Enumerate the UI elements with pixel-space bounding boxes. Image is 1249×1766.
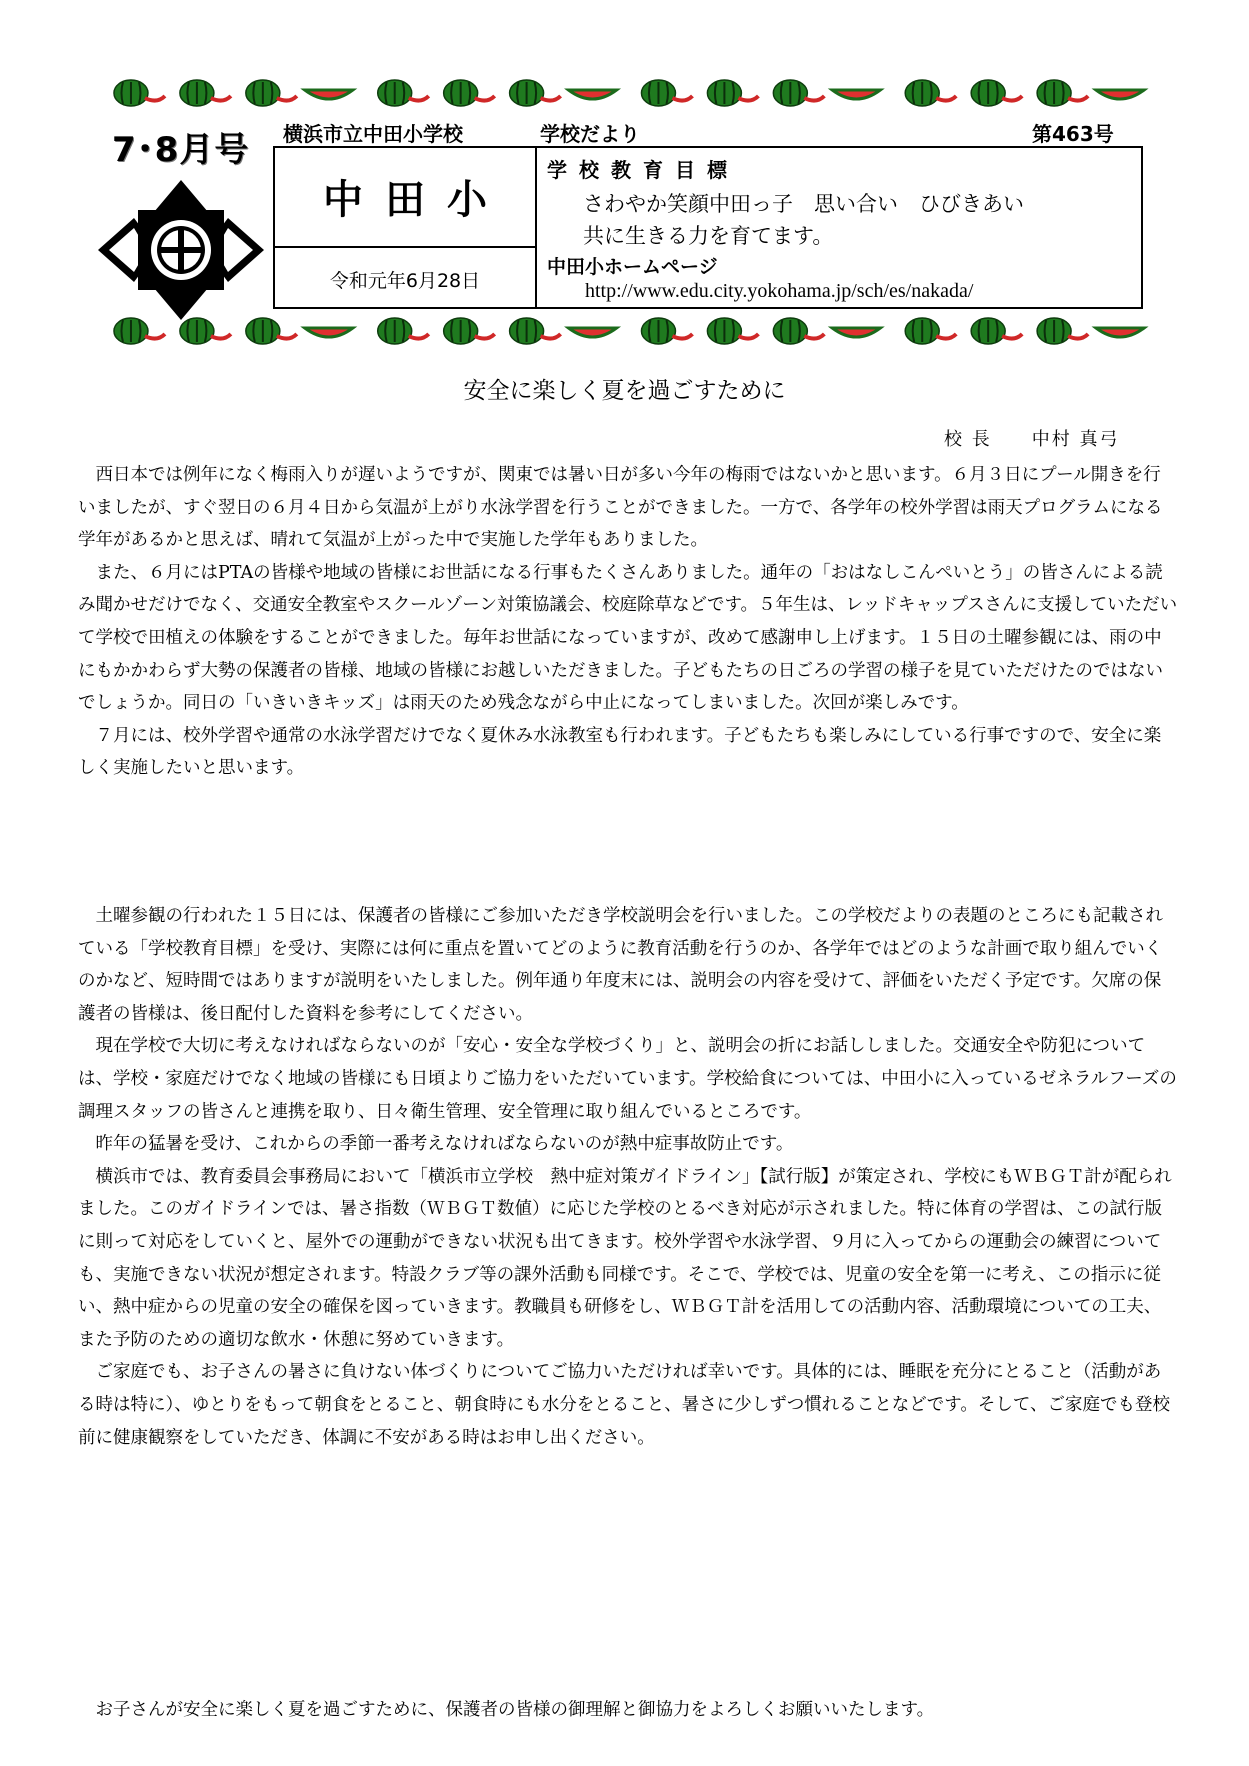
goal-heading: 学校教育目標 <box>547 158 739 182</box>
paragraph: 横浜市では、教育委員会事務局において「横浜市立学校 熱中症対策ガイドライン」【試行版】が策定され、学校にもＷＢＧＴ計が配られました。このガイドラインでは、暑さ指数（ＷＢＧＴ数値）に応じた学校のとるべき対応が示されました。特に体育の学習は、この試行版に則って対応をしていくと、屋外での運動ができない状況も出てきます。校外学習や水泳学習、９月に入ってからの運動会の練習についても、実施できない状況が想定されます。特設クラブ等の課外活動も同様です。そこで、学校では、児童の安全を第一に考え、この指示に従い、熱中症からの児童の安全の確保を図っていきます。教職員も研修をし、ＷＢＧＴ計を活用しての活動内容、活動環境についての工夫、また予防のための適切な飲水・休憩に努めていきます。 <box>78 1166 1172 1350</box>
watermelon-icon <box>246 80 297 106</box>
watermelon-border-bottom <box>98 316 1153 346</box>
watermelon-icon <box>1096 90 1144 99</box>
article-closing <box>78 1694 1178 1727</box>
watermelon-icon <box>832 90 880 99</box>
goal-text: 共に生きる力を育てます。 <box>583 224 834 248</box>
watermelon-icon <box>114 80 165 106</box>
paragraph: 土曜参観の行われた１５日には、保護者の皆様にご参加いただき学校説明会を行いました。この学校だよりの表題のところにも記載されている「学校教育目標」を受け、実際には何に重点を置いてどのように教育活動を行うのか、各学年ではどのような計画で取り組んでいくのかなど、短時間ではありますが説明をいたしました。例年通り年度末には、説明会の内容を受けて、評価をいただく予定です。欠席の保護者の皆様は、後日配付した資料を参考にしてください。 <box>78 906 1163 1024</box>
paragraph: 昨年の猛暑を受け、これからの季節一番考えなければならないのが熱中症事故防止です。 <box>95 1134 794 1155</box>
watermelon-border-top <box>98 78 1153 108</box>
watermelon-icon <box>1037 80 1088 106</box>
watermelon-icon <box>378 80 429 106</box>
school-label: 横浜市立中田小学校 <box>283 122 463 146</box>
watermelon-icon <box>971 318 1022 344</box>
watermelon-icon <box>905 80 956 106</box>
watermelon-icon <box>641 80 692 106</box>
divider <box>275 246 535 248</box>
watermelon-icon <box>305 90 353 99</box>
watermelon-icon <box>510 318 561 344</box>
paragraph: 西日本では例年になく梅雨入りが遅いようですが、関東では暑い日が多い今年の梅雨ではないかと思います。６月３日にプール開きを行いましたが、すぐ翌日の６月４日から気温が上がり水泳学習を行うことができました。一方で、各学年の校外学習は雨天プログラムになる学年があるかと思えば、晴れて気温が上がった中で実施した学年もありました。 <box>78 465 1163 551</box>
masthead-left-panel <box>275 148 537 307</box>
watermelon-icon <box>905 318 956 344</box>
watermelon-icon <box>641 318 692 344</box>
goal-text: さわやか笑顔中田っ子 思い合い ひびきあい <box>583 192 1024 216</box>
watermelon-icon-row <box>98 316 1153 346</box>
watermelon-icon <box>378 318 429 344</box>
watermelon-icon <box>971 80 1022 106</box>
homepage-link[interactable]: http://www.edu.city.yokohama.jp/sch/es/nakada/ <box>585 280 974 302</box>
watermelon-icon-row <box>98 78 1153 108</box>
watermelon-icon <box>1096 328 1144 337</box>
school-emblem-icon <box>96 180 266 320</box>
article-body-section-2 <box>78 900 1178 1454</box>
watermelon-icon <box>773 318 824 344</box>
watermelon-icon <box>707 80 758 106</box>
watermelon-icon <box>1037 318 1088 344</box>
paragraph: また、６月にはPTAの皆様や地域の皆様にお世話になる行事もたくさんありました。通年の「おはなしこんぺいとう」の皆さんによる読み聞かせだけでなく、交通安全教室やスクールゾーン対策協議会、校庭除草などです。５年生は、レッドキャップスさんに支援していただいて学校で田植えの体験をすることができました。毎年お世話になっていますが、改めて感謝申し上げます。１５日の土曜参観には、雨の中にもかかわらず大勢の保護者の皆様、地域の皆様にお越しいただきました。子どもたちの日ごろの学習の様子を見ていただけたのではないでしょうか。同日の「いきいきキッズ」は雨天のため残念ながら中止になってしまいました。次回が楽しみです。 <box>78 562 1178 714</box>
watermelon-icon <box>832 328 880 337</box>
watermelon-icon <box>569 90 617 99</box>
school-name: 中田小 <box>323 177 509 223</box>
watermelon-icon <box>246 318 297 344</box>
issue-date: 令和元年6月28日 <box>329 270 481 292</box>
masthead-box <box>273 146 1143 309</box>
article-author: 校 長 中村 真弓 <box>944 429 1120 450</box>
watermelon-icon <box>569 328 617 337</box>
watermelon-icon <box>114 318 165 344</box>
watermelon-icon <box>773 80 824 106</box>
paragraph: お子さんが安全に楽しく夏を過ごすために、保護者の皆様の御理解と御協力をよろしくお願いいたします。 <box>95 1700 935 1720</box>
watermelon-icon <box>180 318 231 344</box>
watermelon-icon <box>510 80 561 106</box>
paragraph: ７月には、校外学習や通常の水泳学習だけでなく夏休み水泳教室も行われます。子どもたちも楽しみにしている行事ですので、安全に楽しく実施したいと思います。 <box>78 725 1162 779</box>
paragraph: 現在学校で大切に考えなければならないのが「安心・安全な学校づくり」と、説明会の折にお話ししました。交通安全や防犯については、学校・家庭だけでなく地域の皆様にも日頃よりご協力をいただいています。学校給食については、中田小に入っているゼネラルフーズの調理スタッフの皆さんと連携を取り、日々衛生管理、安全管理に取り組んでいるところです。 <box>78 1036 1177 1122</box>
newsletter-label: 学校だより <box>540 122 640 146</box>
issue-number: 第463号 <box>1032 122 1114 146</box>
watermelon-icon <box>444 80 495 106</box>
paragraph: ご家庭でも、お子さんの暑さに負けない体づくりについてご協力いただければ幸いです。具体的には、睡眠を充分にとること（活動がある時は特に）、ゆとりをもって朝食をとること、朝食時にも水分をとること、暑さに少しずつ慣れることなどです。そして、ご家庭でも登校前に健康観察をしていただき、体調に不安がある時はお申し出ください。 <box>78 1362 1170 1448</box>
article-body-section-1 <box>78 459 1178 785</box>
watermelon-icon <box>444 318 495 344</box>
watermelon-icon <box>707 318 758 344</box>
watermelon-icon <box>305 328 353 337</box>
issue-label: 7･8月号 <box>112 130 250 170</box>
watermelon-icon <box>180 80 231 106</box>
article-title: 安全に楽しく夏を過ごすために <box>463 378 786 404</box>
homepage-heading: 中田小ホームページ <box>547 256 718 278</box>
